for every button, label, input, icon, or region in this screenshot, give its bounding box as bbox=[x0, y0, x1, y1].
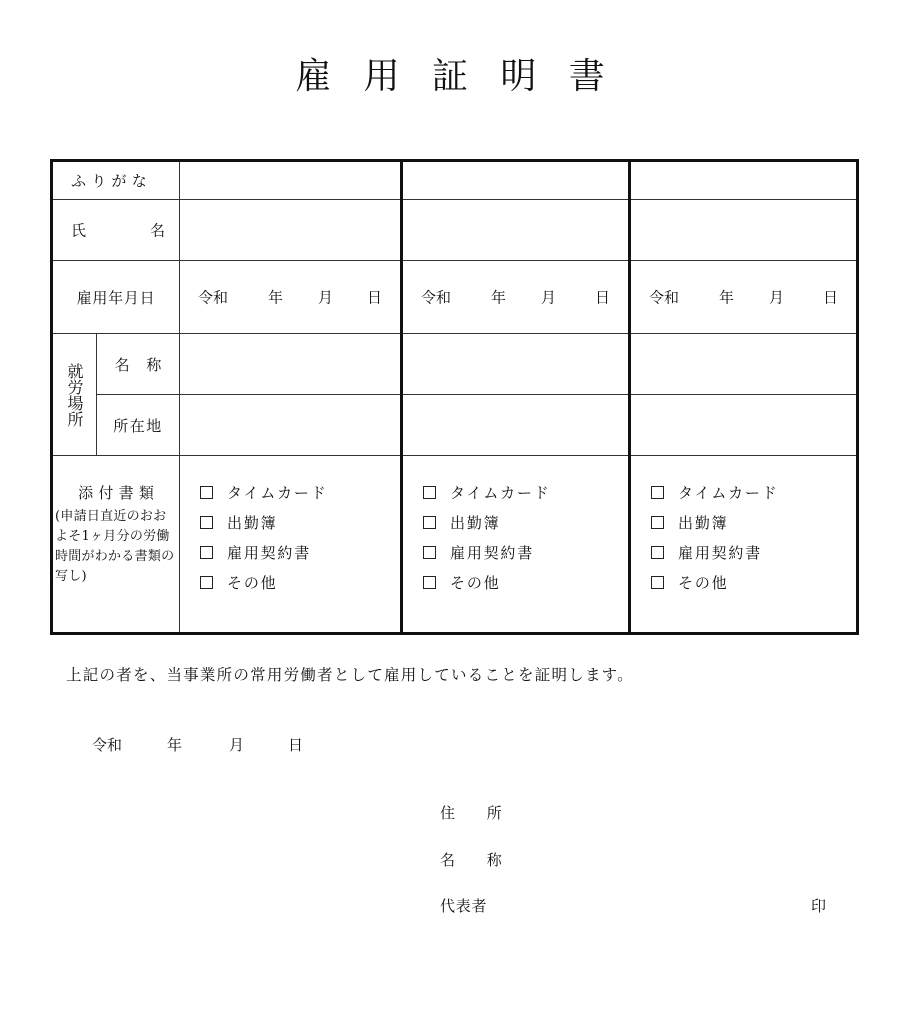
docs-option-attendance[interactable] bbox=[200, 508, 400, 538]
furigana-field-2[interactable] bbox=[402, 161, 630, 200]
workplace-name-label: 名 称 bbox=[97, 334, 180, 395]
attached-docs-field-3 bbox=[630, 456, 858, 634]
name-field-2[interactable] bbox=[402, 200, 630, 261]
workplace-location-label: 所在地 bbox=[97, 395, 180, 456]
certification-statement: 上記の者を、当事業所の常用労働者として雇用していることを証明します。 bbox=[66, 666, 634, 684]
docs-option-label: 出勤簿 bbox=[227, 514, 278, 532]
employ-date-row bbox=[52, 261, 858, 334]
docs-option-timecard[interactable] bbox=[651, 478, 856, 508]
date-day: 日 bbox=[823, 288, 839, 307]
docs-option-other[interactable] bbox=[423, 568, 628, 598]
employment-form-table bbox=[50, 159, 859, 635]
docs-option-label: その他 bbox=[227, 574, 278, 592]
checkbox-icon[interactable] bbox=[200, 576, 213, 589]
date-era: 令和 bbox=[649, 288, 680, 307]
workplace-label-cell bbox=[52, 334, 97, 456]
docs-option-label: 出勤簿 bbox=[678, 514, 729, 532]
docs-option-label: タイムカード bbox=[678, 484, 779, 502]
checkbox-icon[interactable] bbox=[651, 516, 664, 529]
docs-option-timecard[interactable] bbox=[423, 478, 628, 508]
docs-option-other[interactable] bbox=[651, 568, 856, 598]
workplace-name-field-2[interactable] bbox=[402, 334, 630, 395]
date-month: 月 bbox=[541, 288, 557, 307]
checkbox-icon[interactable] bbox=[200, 546, 213, 559]
name-field-1[interactable] bbox=[180, 200, 402, 261]
docs-option-label: その他 bbox=[678, 574, 729, 592]
furigana-field-3[interactable] bbox=[630, 161, 858, 200]
issue-date-era: 令和 bbox=[92, 736, 123, 754]
docs-checkbox-list bbox=[631, 456, 856, 598]
date-era: 令和 bbox=[198, 288, 229, 307]
attached-docs-row bbox=[52, 456, 858, 634]
docs-option-contract[interactable] bbox=[200, 538, 400, 568]
checkbox-icon[interactable] bbox=[423, 546, 436, 559]
attached-docs-field-1 bbox=[180, 456, 402, 634]
docs-option-contract[interactable] bbox=[423, 538, 628, 568]
date-year: 年 bbox=[268, 288, 284, 307]
page-title: 雇用証明書 bbox=[295, 56, 638, 97]
employ-date-label: 雇用年月日 bbox=[52, 261, 180, 334]
employ-date-field-3[interactable] bbox=[630, 261, 858, 334]
date-year: 年 bbox=[719, 288, 735, 307]
checkbox-icon[interactable] bbox=[423, 516, 436, 529]
date-year: 年 bbox=[491, 288, 507, 307]
docs-option-contract[interactable] bbox=[651, 538, 856, 568]
date-day: 日 bbox=[595, 288, 611, 307]
docs-option-other[interactable] bbox=[200, 568, 400, 598]
date-month: 月 bbox=[769, 288, 785, 307]
issue-date-year: 年 bbox=[167, 736, 183, 754]
workplace-label: 就労場所 bbox=[65, 362, 84, 427]
workplace-name-field-3[interactable] bbox=[630, 334, 858, 395]
docs-checkbox-list bbox=[403, 456, 628, 598]
signature-name-label: 名 称 bbox=[440, 851, 516, 869]
attached-docs-field-2 bbox=[402, 456, 630, 634]
seal-mark: 印 bbox=[811, 897, 827, 915]
furigana-row bbox=[52, 161, 858, 200]
docs-option-timecard[interactable] bbox=[200, 478, 400, 508]
docs-option-label: その他 bbox=[450, 574, 501, 592]
workplace-location-row bbox=[52, 395, 858, 456]
workplace-name-row bbox=[52, 334, 858, 395]
name-field-3[interactable] bbox=[630, 200, 858, 261]
furigana-field-1[interactable] bbox=[180, 161, 402, 200]
issue-date-day: 日 bbox=[288, 736, 304, 754]
docs-option-label: 雇用契約書 bbox=[450, 544, 535, 562]
name-row bbox=[52, 200, 858, 261]
docs-option-label: タイムカード bbox=[450, 484, 551, 502]
name-label bbox=[52, 200, 180, 261]
checkbox-icon[interactable] bbox=[651, 486, 664, 499]
docs-option-attendance[interactable] bbox=[651, 508, 856, 538]
checkbox-icon[interactable] bbox=[651, 576, 664, 589]
docs-option-label: 雇用契約書 bbox=[227, 544, 312, 562]
date-era: 令和 bbox=[421, 288, 452, 307]
name-label-char-1: 氏 bbox=[71, 221, 87, 240]
docs-option-label: 出勤簿 bbox=[450, 514, 501, 532]
checkbox-icon[interactable] bbox=[423, 486, 436, 499]
employ-date-field-1[interactable] bbox=[180, 261, 402, 334]
docs-option-label: 雇用契約書 bbox=[678, 544, 763, 562]
checkbox-icon[interactable] bbox=[423, 576, 436, 589]
checkbox-icon[interactable] bbox=[200, 516, 213, 529]
employ-date-field-2[interactable] bbox=[402, 261, 630, 334]
docs-checkbox-list bbox=[180, 456, 400, 598]
attached-docs-note: (申請日直近のおおよそ1ヶ月分の労働時間がわかる書類の写し) bbox=[55, 509, 175, 584]
date-month: 月 bbox=[318, 288, 334, 307]
workplace-location-field-1[interactable] bbox=[180, 395, 402, 456]
docs-option-label: タイムカード bbox=[227, 484, 328, 502]
signature-address-label: 住 所 bbox=[440, 804, 516, 822]
workplace-name-field-1[interactable] bbox=[180, 334, 402, 395]
workplace-location-field-3[interactable] bbox=[630, 395, 858, 456]
workplace-location-field-2[interactable] bbox=[402, 395, 630, 456]
furigana-label: ふりがな bbox=[52, 161, 180, 200]
date-day: 日 bbox=[367, 288, 383, 307]
checkbox-icon[interactable] bbox=[200, 486, 213, 499]
checkbox-icon[interactable] bbox=[651, 546, 664, 559]
docs-option-attendance[interactable] bbox=[423, 508, 628, 538]
name-label-char-2: 名 bbox=[150, 221, 166, 240]
attached-docs-label: 添付書類 bbox=[78, 484, 160, 502]
issue-date-month: 月 bbox=[229, 736, 245, 754]
signature-representative-label: 代表者 bbox=[440, 897, 488, 915]
attached-docs-label-cell bbox=[52, 456, 180, 634]
